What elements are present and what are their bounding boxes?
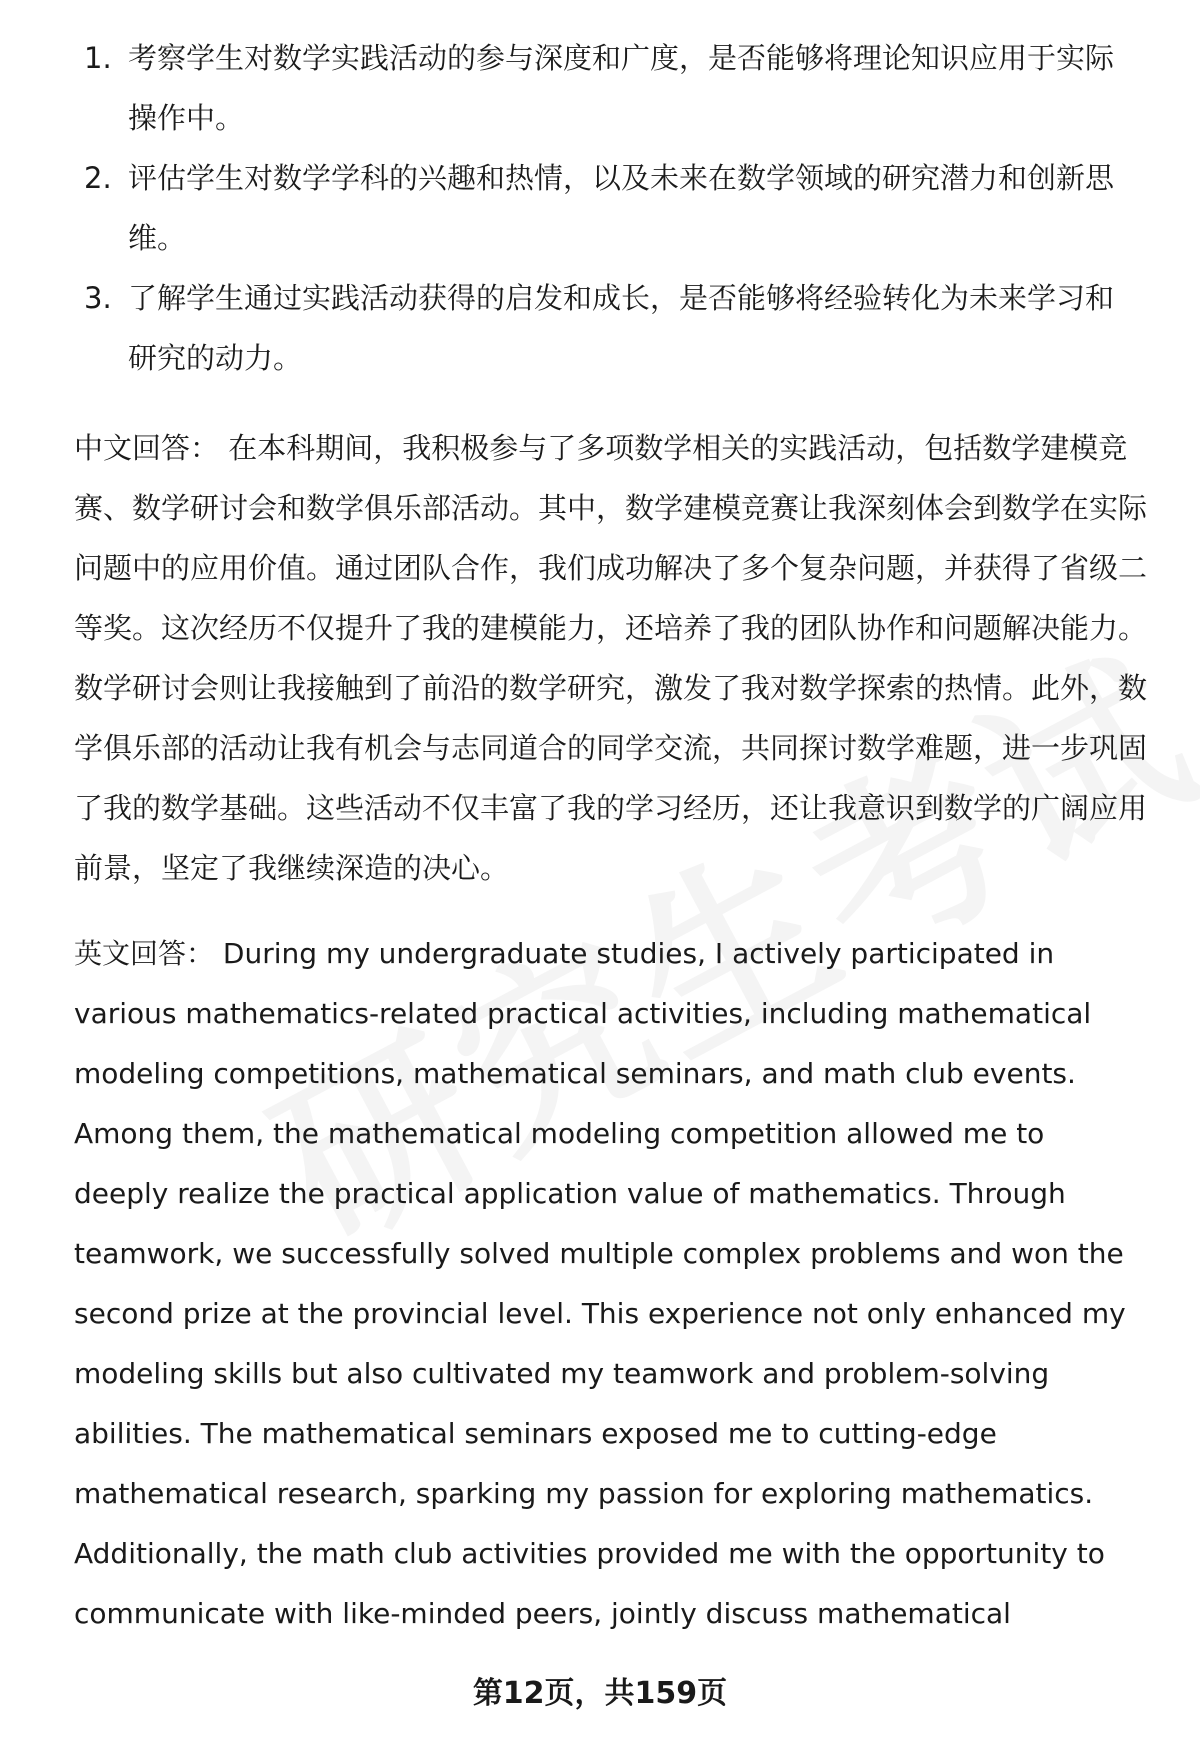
list-item [0, 148, 1200, 268]
list-item-text: 评估学生对数学学科的兴趣和热情，以及未来在数学领域的研究潜力和创新思维。 [128, 161, 1115, 255]
list-item-number: 2. [84, 161, 112, 195]
english-answer-paragraph [74, 924, 1134, 1644]
evaluation-points-list [0, 28, 1200, 388]
list-item-number: 3. [84, 281, 112, 315]
list-item-text: 考察学生对数学实践活动的参与深度和广度，是否能够将理论知识应用于实际操作中。 [128, 41, 1115, 135]
chinese-answer-label: 中文回答： [74, 431, 220, 465]
english-answer-label: 英文回答： [74, 937, 215, 970]
list-item-text: 了解学生通过实践活动获得的启发和成长，是否能够将经验转化为未来学习和研究的动力。 [128, 281, 1115, 375]
list-item-number: 1. [84, 41, 112, 75]
english-answer-text: During my undergraduate studies, I actively participated in various mathematics-related practical activities, including mathematical modeling competitions, mathematical seminars, and math club events. Among them, the mathematical modeling competition allowed me to deeply realize the practical application value of mathematics. Through teamwork, we successfully solved multiple complex problems and won the second prize at the provincial level. This experience not only enhanced my modeling skills but also cultivated my teamwork and problem-solving abilities. The mathematical seminars exposed me to cutting-edge mathematical research, sparking my passion for exploring mathematics. Additionally, the math club activities provided me with the opportunity to communicate with like-minded peers, jointly discuss mathematical [74, 937, 1126, 1630]
chinese-answer-text: 在本科期间，我积极参与了多项数学相关的实践活动，包括数学建模竞赛、数学研讨会和数学俱乐部活动。其中，数学建模竞赛让我深刻体会到数学在实际问题中的应用价值。通过团队合作，我们成功解决了多个复杂问题，并获得了省级二等奖。这次经历不仅提升了我的建模能力，还培养了我的团队协作和问题解决能力。数学研讨会则让我接触到了前沿的数学研究，激发了我对数学探索的热情。此外，数学俱乐部的活动让我有机会与志同道合的同学交流，共同探讨数学难题，进一步巩固了我的数学基础。这些活动不仅丰富了我的学习经历，还让我意识到数学的广阔应用前景，坚定了我继续深造的决心。 [74, 431, 1148, 885]
page-number-footer: 第12页，共159页 [472, 1676, 728, 1711]
list-item [0, 28, 1200, 148]
list-item [0, 268, 1200, 388]
chinese-answer-paragraph [74, 418, 1154, 898]
